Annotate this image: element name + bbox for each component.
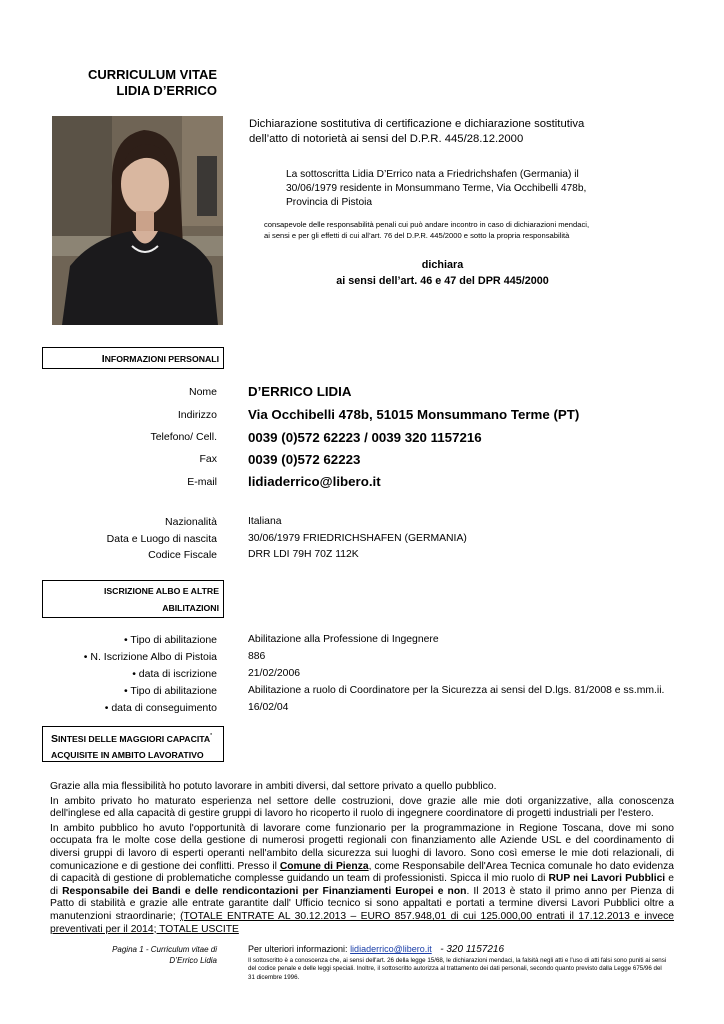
section-capacita-title-line1 xyxy=(51,729,219,747)
footer-page-line2: D’Errico Lidia xyxy=(169,956,217,965)
footer-info xyxy=(248,944,504,955)
body-paragraph-3 xyxy=(50,823,674,936)
cv-title-line1: CURRICULUM VITAE xyxy=(87,67,217,82)
awareness-line1: consapevole delle responsabilità penali cui può andare incontro in caso di dichiarazioni mendaci, xyxy=(264,220,590,229)
section-albo-title-line1: ISCRIZIONE ALBO E ALTRE xyxy=(103,586,219,596)
section-capacita xyxy=(42,726,224,762)
body-text xyxy=(50,781,674,938)
albo-label-3: • data di iscrizione xyxy=(132,668,217,680)
field-label-fax: Fax xyxy=(199,453,217,465)
section-capacita-title-line2: ACQUISITE IN AMBITO LAVORATIVO xyxy=(51,749,204,760)
albo-label-2: • N. Iscrizione Albo di Pistoia xyxy=(83,651,217,663)
albo-value-2: 886 xyxy=(248,651,266,662)
albo-value-1: Abilitazione alla Professione di Ingegnere xyxy=(248,634,439,645)
footer-info-prefix: Per ulteriori informazioni: xyxy=(248,944,348,954)
body-paragraph-1: Grazie alla mia flessibilità ho potuto lavorare in ambiti diversi, dal settore privato a quello pubblico. xyxy=(50,781,497,792)
declares-word: dichiara xyxy=(421,259,464,271)
section-capacita-footnote-mark: ' xyxy=(210,733,212,740)
body-p3-part-d: . Il 2013 è stato il primo anno per Pienza di Patto di stabilità e grazie alle entrate garantite dall' Ufficio tecnico si sono appaltati e portati a termine diversi Lavori Pubblici oltre a manutenzioni straordinarie; xyxy=(50,885,675,922)
field-label-nazionalita: Nazionalità xyxy=(165,516,217,528)
profile-photo xyxy=(52,116,223,325)
albo-value-4: Abilitazione a ruolo di Coordinatore per la Sicurezza ai sensi del D.lgs. 81/2008 e ss.mm.ii. xyxy=(248,685,665,696)
body-p3-totals: (TOTALE ENTRATE AL 30.12.2013 – EURO 857.948,01 di cui 125.000,00 entrati il 17.12.2013 e invece preventivati per il 2014; TOTALE USCITE xyxy=(50,910,675,935)
cv-title xyxy=(88,67,217,99)
field-value-nazionalita: Italiana xyxy=(248,516,282,527)
body-p3-part-a: In ambito pubblico ho avuto l'opportunità di lavorare come funzionario per la programmazione in Regione Toscana, dove mi sono occupata fra le molte cose della gestione di numerosi progetti regionali con finanziamento alle Aziende USL e del coordinamento di diversi gruppi di lavoro di esperti operanti nell'ambito della sicurezza sui luoghi di lavoro. Sono così emerse le mie doti relazionali, di comunicazione e di gestione dei conflitti. Presso il xyxy=(50,822,674,872)
undersigned-statement xyxy=(286,168,616,210)
undersigned-line2: 30/06/1979 residente in Monsummano Terme, Via Occhibelli 478b, xyxy=(286,183,587,194)
field-label-email: E-mail xyxy=(187,476,217,488)
field-value-fax: 0039 (0)572 62223 xyxy=(248,452,361,467)
section-personal-info-initial: I xyxy=(101,353,105,365)
albo-value-5: 16/02/04 xyxy=(248,702,289,713)
albo-label-1: • Tipo di abilitazione xyxy=(124,634,217,646)
profile-photo-image xyxy=(52,116,223,325)
body-p3-part-c: e di xyxy=(50,873,674,897)
body-p3-rup: RUP nei Lavori Pubblici xyxy=(548,873,666,885)
undersigned-line3: Provincia di Pistoia xyxy=(286,197,373,208)
awareness-statement xyxy=(264,219,664,241)
section-personal-info-title: NFORMAZIONI PERSONALI xyxy=(104,354,219,364)
footer-page-label xyxy=(97,944,217,966)
declaration-title-line1: Dichiarazione sostitutiva di certificazione e dichiarazione sostitutiva xyxy=(249,118,585,130)
section-capacita-title: INTESI DELLE MAGGIORI CAPACITA xyxy=(58,733,211,744)
declaration-title xyxy=(249,117,649,147)
footer-page-line1: Pagina 1 - Curriculum vitae di xyxy=(112,945,217,954)
footer-small-print: Il sottoscritto è a conoscenza che, ai sensi dell'art. 26 della legge 15/68, le dichiarazioni mendaci, la falsità negli atti e l'uso di atti falsi sono puniti ai sensi del codice penale e delle leggi speciali. Inoltre, il sottoscritto autorizza al trattamento dei dati personali, secondo quanto previsto dalla Legge 675/96 del 31 dicembre 1996. xyxy=(248,957,667,981)
body-p3-responsabile: Responsabile dei Bandi e delle rendicontazioni per Finanziamenti Europei e non xyxy=(62,885,467,897)
field-value-nome: D’ERRICO LIDIA xyxy=(248,384,352,399)
field-value-indirizzo: Via Occhibelli 478b, 51015 Monsummano Terme (PT) xyxy=(248,407,580,422)
body-p3-part-b: , come Responsabile dell'Area Tecnica comunale ho dato evidenza di capacità di gestione di problematiche complesse guidando un team di professionisti. Spicca il mio ruolo di xyxy=(50,860,675,885)
section-albo-title-line2: ABILITAZIONI xyxy=(162,603,219,613)
body-paragraph-2: In ambito privato ho maturato esperienza nel settore delle costruzioni, dove grazie alle mie doti organizzative, alla conoscenza dell'inglese ed alla capacità di gestire gruppi di lavoro ho ricoperto il ruolo di ingegnere coordinatore di progetti industriali per l'estero. xyxy=(50,795,674,820)
field-label-indirizzo: Indirizzo xyxy=(177,409,217,421)
field-value-email: lidiaderrico@libero.it xyxy=(248,474,381,489)
field-value-codice-fiscale: DRR LDI 79H 70Z 112K xyxy=(248,549,359,560)
field-label-nome: Nome xyxy=(188,386,217,398)
field-value-telefono: 0039 (0)572 62223 / 0039 320 1157216 xyxy=(248,430,482,445)
albo-value-3: 21/02/2006 xyxy=(248,668,301,679)
declares-law: ai sensi dell’art. 46 e 47 del DPR 445/2000 xyxy=(336,275,549,287)
declaration-title-line2: dell’atto di notorietà ai sensi del D.P.R. 445/28.12.2000 xyxy=(249,133,524,145)
footer-phone: - 320 1157216 xyxy=(440,944,505,955)
awareness-line2: ai sensi e per gli effetti di cui all’art. 76 del D.P.R. 445/2000 e sotto la propria responsabilità xyxy=(264,231,570,240)
section-capacita-initial: S xyxy=(51,732,59,745)
footer-email-link[interactable]: lidiaderrico@libero.it xyxy=(350,944,432,954)
field-label-telefono: Telefono/ Cell. xyxy=(150,431,217,443)
declares-heading xyxy=(280,257,605,289)
section-albo xyxy=(42,580,224,618)
field-label-nascita: Data e Luogo di nascita xyxy=(106,533,217,545)
cv-title-name: LIDIA D’ERRICO xyxy=(116,83,217,98)
section-personal-info xyxy=(42,347,224,369)
albo-label-4: • Tipo di abilitazione xyxy=(124,685,217,697)
undersigned-line1: La sottoscritta Lidia D’Errico nata a Friedrichshafen (Germania) il xyxy=(286,169,579,180)
field-label-codice-fiscale: Codice Fiscale xyxy=(148,549,217,561)
body-p3-comune: Comune di Pienza xyxy=(279,860,369,872)
field-value-nascita: 30/06/1979 FRIEDRICHSHAFEN (GERMANIA) xyxy=(248,533,467,544)
albo-label-5: • data di conseguimento xyxy=(104,702,217,714)
